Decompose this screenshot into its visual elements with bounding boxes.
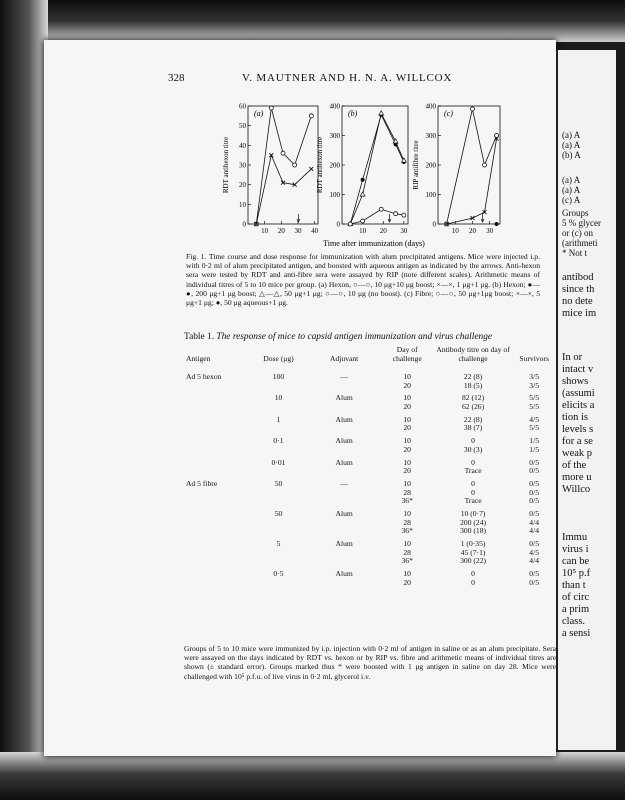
cell-antigen [184,412,249,433]
opposite-page-line: elicits a [562,400,595,411]
opposite-page-line: since th [562,284,595,295]
cell-dose: 0·01 [271,457,286,467]
opposite-page-line: 10⁵ p.f [562,568,591,579]
opposite-page-line: Willco [562,484,591,495]
cell-titre: 0 0 Trace [464,478,482,506]
data-point-circle [293,163,297,167]
y-tick-label: 10 [239,200,246,209]
y-tick-label: 50 [239,122,246,131]
table-row [184,412,556,433]
data-point-circle [470,107,474,111]
scan-border-top [0,0,625,42]
opposite-page-line: (a) A [562,175,581,185]
cell-antigen [184,506,249,536]
cell-adjuvant: — [340,372,348,381]
y-tick-label: 30 [239,161,246,170]
opposite-page-line: of the [562,460,587,471]
table-row [184,433,556,454]
cell-dose: 100 [272,372,285,381]
table-title-text: The response of mice to capsid antigen immunization and virus challenge [216,332,493,342]
scan-border-left [0,0,48,800]
cell-survivors: 5/5 5/5 [529,393,540,412]
y-tick-label: 0 [242,220,246,229]
cell-antigen [184,566,249,587]
page-number: 328 [168,72,185,84]
series-line [447,139,497,225]
cell-antigen: Ad 5 hexon [186,372,222,381]
opposite-page-line: can be [562,556,590,567]
series-line [256,155,311,224]
cell-antigen [184,455,249,476]
y-tick-label: 200 [329,161,340,170]
chart-frame [342,106,408,224]
cell-day: 10 28 36* [401,478,413,506]
opposite-page-line: (a) A [562,130,581,140]
cell-dose: 50 [274,508,283,518]
series-line [350,113,404,224]
y-axis-label: RDT antihexon titre [316,136,324,194]
boost-arrow-icon [297,214,300,222]
cell-dose: 0·1 [273,436,284,446]
cell-survivors: 0/5 0/5 0/5 [529,478,540,506]
table-row [184,566,556,587]
data-point-triangle [360,192,365,196]
col-header-dose: Dose (μg) [263,353,294,363]
cell-titre: 22 (8) 38 (7) [463,414,483,433]
opposite-page-line: or (c) on [562,228,593,238]
x-tick-label: 40 [311,227,319,235]
cell-day: 10 20 [403,457,411,476]
table-row [184,390,556,411]
col-header-survivors: Survivors [519,353,549,363]
opposite-page-line: a prim [562,604,590,615]
y-tick-label: 300 [329,132,340,140]
cell-survivors: 0/5 4/4 4/4 [529,508,540,536]
chart-panel-label: (c) [444,109,453,118]
table-row [184,506,556,536]
series-line [256,108,311,224]
cell-day: 10 20 [403,393,411,412]
table-title [184,332,554,342]
opposite-page-line: class. [562,616,586,627]
table-row [184,455,556,476]
x-axis-label: Time after immunization (days) [323,239,425,248]
chart-panel-label: (a) [254,109,264,118]
cell-titre: 1 (0·35) 45 (7·1) 300 (22) [460,539,487,566]
y-tick-label: 60 [239,102,246,111]
opposite-page-line: than t [562,580,586,591]
opposite-page-line: Immu [562,532,588,543]
opposite-page-line: levels s [562,424,594,435]
opposite-page-line: (a) A [562,185,581,195]
x-tick-label: 10 [451,227,459,235]
y-tick-label: 0 [432,220,436,229]
y-tick-label: 0 [336,220,340,229]
cell-survivors: 4/5 5/5 [529,414,540,433]
cell-survivors: 0/5 4/5 4/4 [529,539,540,566]
y-tick-label: 400 [425,102,436,111]
opposite-page-line: virus i [562,544,589,555]
cell-day: 10 20 [403,414,411,433]
cell-survivors: 3/5 3/5 [529,372,540,390]
y-tick-label: 100 [425,191,436,199]
opposite-page-line: shows [562,376,589,387]
cell-dose: 5 [276,539,281,548]
opposite-page-line: more u [562,472,592,483]
cell-adjuvant: — [340,478,348,488]
x-tick-label: 30 [294,227,302,235]
x-tick-label: 10 [261,227,269,235]
opposite-page-line: Groups [562,208,589,218]
boost-arrow-icon [481,214,484,222]
opposite-page-line: weak p [562,448,593,459]
table-row [184,369,556,390]
opposite-page-line: mice im [562,308,597,319]
cell-day: 10 20 [403,372,411,390]
cell-dose: 1 [276,414,281,424]
table-1 [184,346,556,587]
cell-adjuvant: Alum [335,457,353,467]
col-header-titre: Antibody titre on day of challenge [436,345,510,363]
boost-arrow-icon [388,214,391,222]
opposite-page-line: antibod [562,272,594,283]
cell-survivors: 0/5 0/5 [529,569,540,587]
data-point-triangle [379,111,384,115]
cell-antigen [184,433,249,454]
cell-antigen [184,390,249,411]
opposite-page-line: In or [562,352,583,363]
cell-dose: 10 [274,393,283,403]
x-tick-label: 30 [400,227,408,235]
opposite-page-line: (assumi [562,388,595,399]
x-tick-label: 20 [468,227,476,235]
opposite-page-line: (a) A [562,140,581,150]
col-header-antigen: Antigen [186,353,211,363]
cell-survivors: 0/5 0/5 [529,457,540,476]
opposite-page-line: (arithmeti [562,238,598,248]
data-point-circle [269,106,273,110]
table-row [184,476,556,506]
y-tick-label: 40 [239,141,246,150]
col-header-adjuvant: Adjuvant [330,353,359,363]
cell-survivors: 1/5 1/5 [529,436,540,454]
data-point-circle [402,213,406,217]
opposite-page-line: (b) A [562,150,581,160]
table-header-row [184,346,556,369]
cell-adjuvant: Alum [335,436,353,446]
y-tick-label: 20 [239,181,246,190]
y-tick-label: 400 [329,102,340,111]
figure-caption: Fig. 1. Time course and dose response for immunization with alum precipitated antigens. Mice were injected i.p. with 0·2 ml of alum precipitated antigen, and boosted with aqueous antigen as indicated by the arrows. Anti-hexon sera were tested by RDT and anti-fibre sera were assayed by RIP (note different scales). Arithmetic means of individual titres of 5 to 10 mice per group. (a) Hexon, ○—○, 10 μg+10 μg boost; ×—×, 1 μg+1 μg. (b) Hexon; ●—●, 200 μg+1 μg boost; △—△, 50 μg+1 μg; ○—○, 10 μg (no boost). (c) Fibre; ○—○, 50 μg+1μg boost; ×—×, 5 μg+1 μg; ●, 50 μg aqueous+1 μg. [186,252,540,308]
opposite-page-fragment [556,50,616,750]
data-point-circle [361,219,365,223]
cell-titre: 0 30 (3) [463,436,483,454]
opposite-page-line: intact v [562,364,594,375]
figure-1-charts [200,100,520,250]
book-page [44,40,556,756]
opposite-page-line: a sensi [562,628,591,639]
table-body [184,369,556,587]
cell-dose: 50 [274,478,283,488]
cell-adjuvant: Alum [335,393,353,403]
cell-adjuvant: Alum [335,508,353,518]
data-point-circle [483,163,487,167]
cell-dose: 0·5 [273,569,284,579]
opposite-page-line: (c) A [562,195,581,205]
y-axis-label: RIP antifibre titre [412,140,420,190]
cell-titre: 82 (12) 62 (26) [461,393,485,412]
cell-titre: 0 0 [471,569,475,587]
opposite-page-line: tion is [562,412,588,423]
cell-titre: 0 Trace [464,457,482,476]
cell-antigen: Ad 5 fibre [186,478,218,488]
running-header-authors: V. MAUTNER AND H. N. A. WILLCOX [242,72,453,84]
table-title-prefix: Table 1. [184,332,215,342]
data-point-circle [348,222,352,226]
data-point-cross [309,167,313,171]
cell-titre: 10 (0·7) 200 (24) 300 (18) [460,508,487,536]
data-point-circle [309,114,313,118]
x-tick-label: 20 [277,227,285,235]
cell-day: 10 28 36* [401,508,413,536]
table-footnote: Groups of 5 to 10 mice were immunized by i.p. injection with 0·2 ml of antigen in saline or as an alum precipitate. Sera were assayed on the days indicated by RDT vs. hexon or by RIP vs. fibre and arithmetic means of individual titres are shown (± standard error). Groups marked thus * were boosted with 1 μg antigen in saline on day 28. Mice were challenged with 10⁵ p.f.u. of live virus in 0·2 ml, glycerol i.v. [184,644,556,681]
opposite-page-line: * Not t [562,248,588,258]
y-tick-label: 300 [425,132,436,140]
col-header-day: Day of challenge [392,345,422,363]
chart-panel-label: (b) [348,109,358,118]
cell-day: 10 28 36* [401,539,413,566]
data-point-circle [379,207,383,211]
y-tick-label: 200 [425,161,436,170]
cell-titre: 22 (8) 18 (5) [463,372,483,390]
opposite-page-line: no dete [562,296,593,307]
x-tick-label: 10 [359,227,367,235]
data-point-filled [495,222,499,226]
cell-day: 10 20 [403,436,411,454]
data-point-circle [281,151,285,155]
data-point-filled [361,178,365,182]
cell-antigen [184,536,249,566]
y-tick-label: 100 [329,191,340,199]
cell-adjuvant: Alum [335,414,353,424]
y-axis-label: RDT antihexon titre [222,136,230,194]
opposite-page-line: 5 % glycer [562,218,601,228]
opposite-page-line: of circ [562,592,590,603]
cell-adjuvant: Alum [335,569,353,579]
cell-adjuvant: Alum [335,539,353,548]
x-tick-label: 30 [486,227,494,235]
series-line [447,109,497,224]
table-row [184,536,556,566]
cell-day: 10 20 [403,569,411,587]
opposite-page-line: for a se [562,436,593,447]
scan-border-bottom [0,752,625,800]
data-point-circle [394,212,398,216]
x-tick-label: 20 [379,227,387,235]
